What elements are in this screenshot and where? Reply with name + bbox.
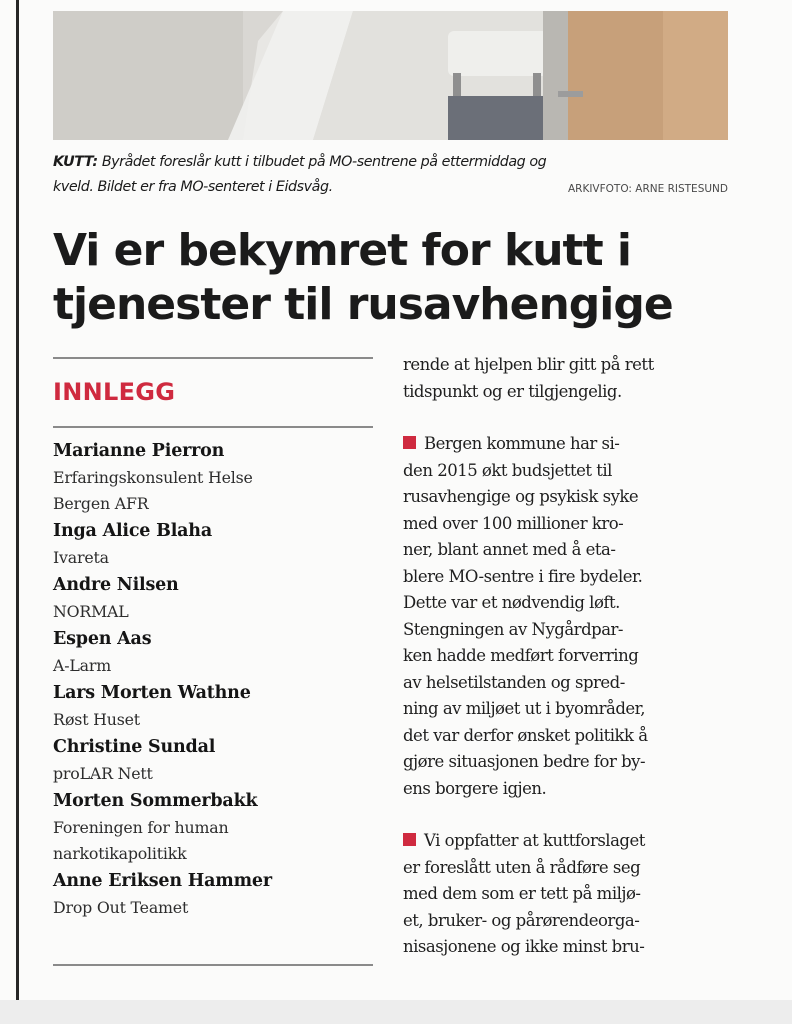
body-line: ens borgere igjen.	[403, 778, 547, 798]
author-item	[53, 437, 373, 517]
author-org: Bergen AFR	[53, 494, 149, 513]
body-line: Stengningen av Nygårdpar-	[403, 619, 623, 639]
body-line: av helsetilstanden og spred-	[403, 672, 625, 692]
body-line: med dem som er tett på miljø-	[403, 884, 641, 903]
body-line: Bergen kommune har si-	[424, 434, 620, 453]
author-name: Inga Alice Blaha	[53, 521, 212, 541]
author-item	[53, 733, 373, 787]
headline	[53, 224, 743, 332]
page-edge-rule	[16, 0, 19, 1000]
divider-bottom	[53, 964, 373, 966]
author-item	[53, 867, 373, 921]
body-line: blere MO-sentre i fire bydeler.	[403, 566, 643, 586]
headline-line-1: Vi er bekymret for kutt i	[53, 225, 632, 276]
author-name: Lars Morten Wathne	[53, 683, 251, 703]
body-line: ning av miljøet ut i byområder,	[403, 699, 645, 718]
bottom-band	[0, 1000, 792, 1024]
author-name: Christine Sundal	[53, 737, 216, 757]
body-line: er foreslått uten å rådføre seg	[403, 857, 641, 877]
photo-credit: ARKIVFOTO: ARNE RISTESUND	[567, 183, 728, 195]
author-list	[53, 437, 373, 921]
author-org: narkotikapolitikk	[53, 844, 187, 863]
body-line: rende at hjelpen blir gitt på rett	[403, 355, 654, 374]
author-name: Andre Nilsen	[53, 575, 179, 595]
body-line: nisasjonene og ikke minst bru-	[403, 937, 645, 956]
photo-illustration	[53, 11, 728, 140]
author-name: Morten Sommerbakk	[53, 791, 258, 811]
body-line: gjøre situasjonen bedre for by-	[403, 752, 646, 771]
body-paragraph-1	[403, 352, 733, 405]
paragraph-marker-icon	[403, 436, 416, 449]
divider-top	[53, 357, 373, 359]
body-paragraph-2	[403, 431, 733, 802]
body-line: Vi oppfatter at kuttforslaget	[424, 831, 645, 850]
article-photo	[53, 11, 728, 140]
body-line: tidspunkt og er tilgjengelig.	[403, 381, 622, 401]
body-line: med over 100 millioner kro-	[403, 513, 624, 533]
author-item	[53, 625, 373, 679]
author-org: NORMAL	[53, 602, 129, 621]
body-line: det var derfor ønsket politikk å	[403, 725, 648, 745]
caption-line-2: kveld. Bildet er fra MO-senteret i Eidsvåg.	[53, 179, 333, 195]
author-org: A-Larm	[53, 656, 111, 675]
headline-line-2: tjenester til rusavhengige	[53, 279, 673, 330]
author-item	[53, 571, 373, 625]
body-line: Dette var et nødvendig løft.	[403, 593, 620, 612]
article-body	[403, 352, 733, 961]
body-line: et, bruker- og pårørendeorga-	[403, 910, 640, 930]
author-name: Anne Eriksen Hammer	[53, 871, 272, 891]
body-line: rusavhengige og psykisk syke	[403, 487, 639, 506]
body-paragraph-3	[403, 828, 733, 961]
author-org: Erfaringskonsulent Helse	[53, 468, 253, 487]
author-item	[53, 679, 373, 733]
author-item	[53, 787, 373, 867]
body-line: den 2015 økt budsjettet til	[403, 460, 612, 480]
author-org: Foreningen for human	[53, 818, 229, 837]
divider-middle	[53, 426, 373, 428]
author-org: proLAR Nett	[53, 764, 153, 783]
author-org: Røst Huset	[53, 710, 140, 729]
section-label: INNLEGG	[53, 378, 176, 406]
body-line: ner, blant annet med å eta-	[403, 540, 616, 559]
caption-label: KUTT:	[53, 154, 98, 170]
author-name: Espen Aas	[53, 629, 152, 649]
photo-caption	[53, 150, 728, 200]
body-line: ken hadde medført forverring	[403, 646, 639, 665]
author-name: Marianne Pierron	[53, 441, 225, 461]
caption-line-1	[53, 150, 728, 175]
author-item	[53, 517, 373, 571]
caption-text-1: Byrådet foreslår kutt i tilbudet på MO-sentrene på ettermiddag og	[101, 154, 547, 170]
paragraph-marker-icon	[403, 833, 416, 846]
author-org: Drop Out Teamet	[53, 898, 189, 917]
author-org: Ivareta	[53, 548, 109, 567]
